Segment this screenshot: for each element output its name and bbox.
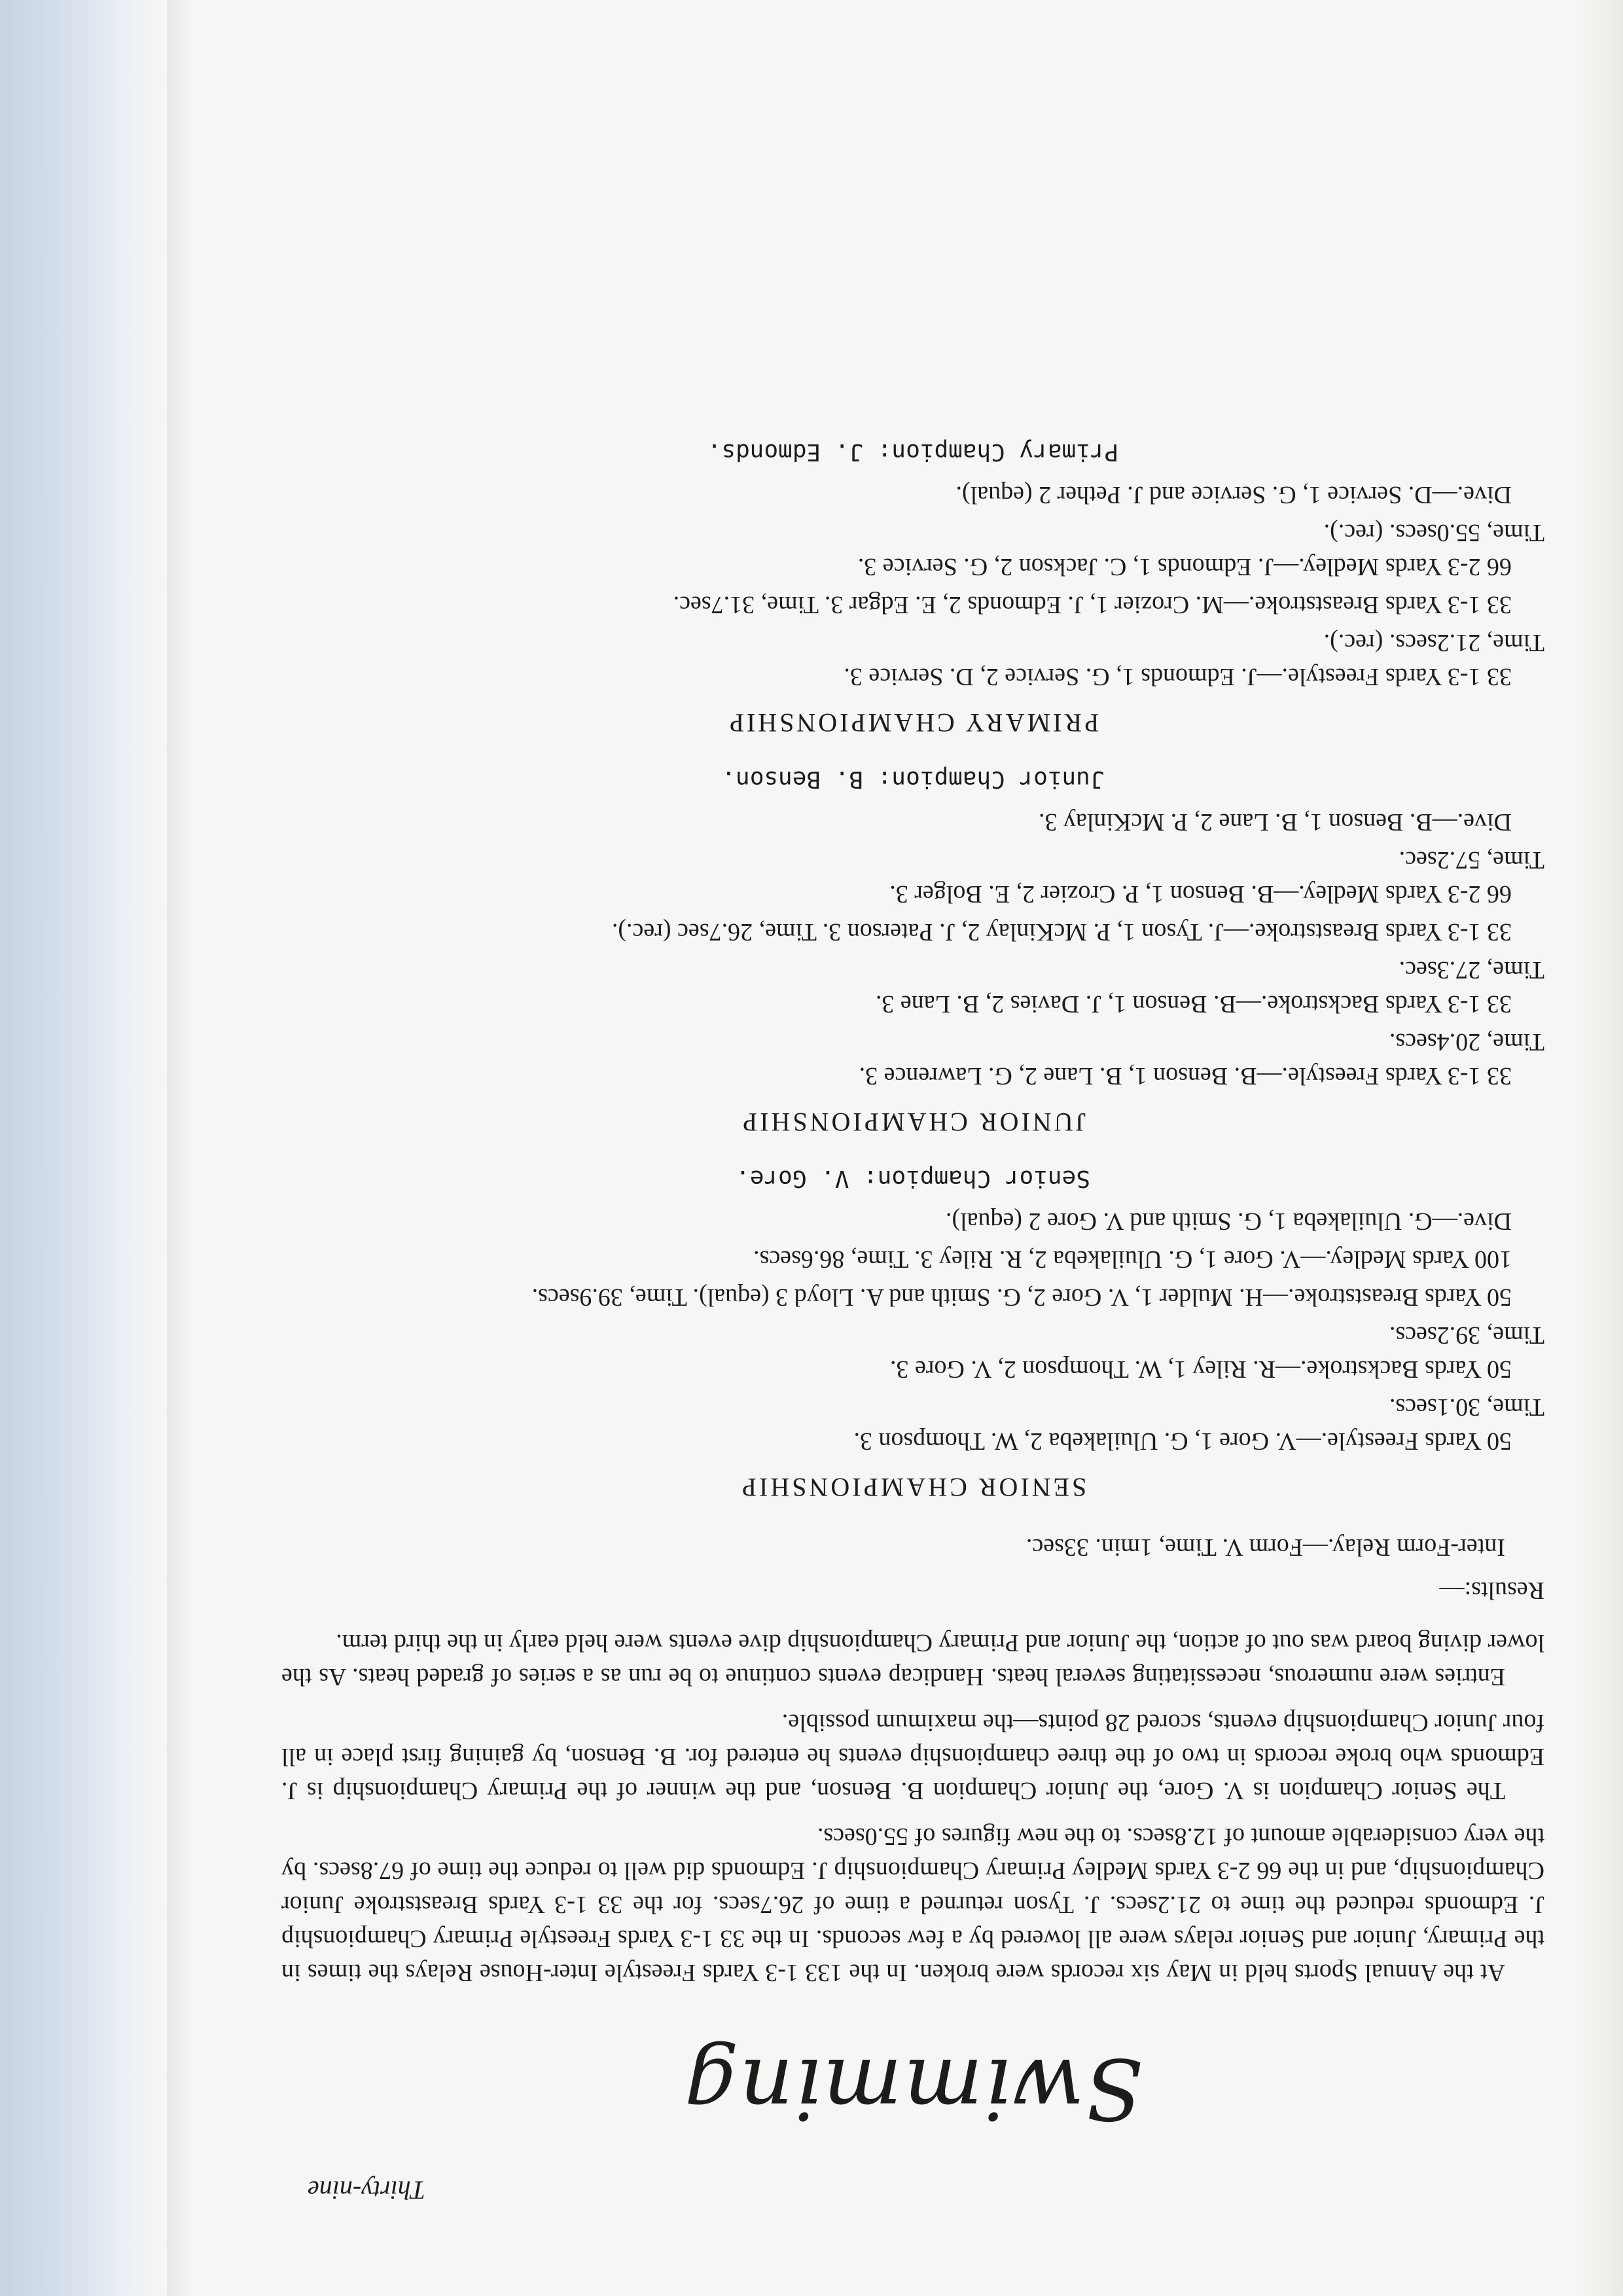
intro-paragraph: At the Annual Sports held in May six records were broken. In the 133 1-3 Yards Freestyle Inter-House Relays the times in the Primary, Junior and Senior relays were all lowered by a few seconds. In the 33 1-3 Yards Freestyle Primary Championship J. Edmonds reduced the time to 21.2secs. J. Tyson returned a time of 26.7secs. for the 33 1-3 Yards Breaststroke Junior Championship, and in the 66 2-3 Yards Medley Primary Championship J. Edmonds did well to reduce the time of 67.8secs. by the very considerable amount of 12.8secs. to the new figures of 55.0secs.: [281, 1823, 1544, 1986]
champion-line: Primary Champion: J. Edmonds.: [707, 439, 1119, 465]
event-result: [281, 915, 1544, 949]
event-time: Time, 27.3sec.: [1399, 956, 1544, 984]
event-name: 50 Yards Breaststroke.—H. Mulder 1, V. Gore 2, G. Smith and A. Lloyd 3 (equal). Time, 39.9secs.: [531, 1283, 1512, 1311]
event-result: [281, 1025, 1544, 1093]
page-edge: [1574, 0, 1623, 2296]
champion-line: Junior Champion: B. Benson.: [721, 766, 1105, 793]
event-result: [281, 626, 1544, 694]
senior-section: [281, 1161, 1544, 1504]
event-name: Dive.—B. Benson 1, B. Lane 2, P. McKinlay 3.: [1038, 808, 1512, 836]
relay-result: Inter-Form Relay.—Form V. Time, 1min. 33sec.: [1026, 1534, 1505, 1561]
event-time: Time, 55.0secs. (rec.).: [1323, 519, 1544, 547]
event-time: Time, 57.2sec.: [1399, 846, 1544, 874]
event-result: [281, 1390, 1544, 1458]
event-name: Dive.—D. Service 1, G. Service and J. Pether 2 (equal).: [955, 481, 1512, 509]
event-name: 100 Yards Medley.—V. Gore 1, G. Uluilakeba 2, R. Riley 3. Time, 86.6secs.: [753, 1246, 1512, 1273]
section-heading: SENIOR CHAMPIONSHIP: [739, 1473, 1087, 1502]
event-result: [281, 843, 1544, 911]
event-name: 66 2-3 Yards Medley.—B. Benson 1, P. Crozier 2, E. Bolger 3.: [889, 880, 1512, 908]
event-result: [281, 516, 1544, 584]
champion-line: Senior Champion: V. Gore.: [736, 1165, 1090, 1192]
event-result: [281, 1318, 1544, 1386]
event-name: 33 1-3 Yards Breaststroke.—J. Tyson 1, P. McKinlay 2, J. Paterson 3. Time, 26.7sec (rec.).: [611, 918, 1512, 946]
event-name: 33 1-3 Yards Freestyle.—J. Edmonds 1, G. Service 2, D. Service 3.: [844, 663, 1512, 691]
event-result: [281, 1242, 1544, 1276]
event-name: 33 1-3 Yards Breaststroke.—M. Crozier 1, J. Edmonds 2, E. Edgar 3. Time, 31.7sec.: [673, 591, 1512, 619]
section-heading: JUNIOR CHAMPIONSHIP: [740, 1107, 1086, 1137]
event-result: [281, 1280, 1544, 1314]
event-time: Time, 21.2secs. (rec.).: [1323, 629, 1544, 656]
intro-paragraph: Entries were numerous, necessitating several heats. Handicap events continue to be run as a series of graded heats. As the lower diving board was out of action, the Junior and Primary Championship dive events were held early in the third term.: [281, 1629, 1544, 1691]
event-name: 50 Yards Backstroke.—R. Riley 1, W. Thompson 2, V. Gore 3.: [889, 1355, 1512, 1383]
event-name: 66 2-3 Yards Medley.—J. Edmonds 1, C. Jackson 2, G. Service 3.: [857, 553, 1512, 581]
event-time: Time, 39.2secs.: [1389, 1321, 1544, 1349]
intro-paragraph: The Senior Champion is V. Gore, the Junior Champion B. Benson, and the winner of the Primary Championship is J. Edmonds who broke records in two of the three championship events he entered for. B. Benson, by gaining first place in all four Junior Championship events, scored 28 points—the maximum possible.: [281, 1709, 1544, 1804]
event-result: [281, 1204, 1544, 1238]
page-title: Swimming: [683, 2039, 1143, 2137]
page-gutter: [167, 0, 193, 2296]
junior-section: [281, 762, 1544, 1139]
event-result: [281, 805, 1544, 839]
event-time: Time, 20.4secs.: [1389, 1028, 1544, 1056]
event-name: Dive.—G. Uluilakeba 1, G. Smith and V. Gore 2 (equal).: [945, 1208, 1512, 1235]
primary-section: [281, 435, 1544, 740]
event-result: [281, 953, 1544, 1021]
results-label: Results:—: [1439, 1577, 1544, 1604]
event-name: 50 Yards Freestyle.—V. Gore 1, G. Uluilakeba 2, W. Thompson 3.: [853, 1427, 1512, 1455]
event-name: 33 1-3 Yards Backstroke.—B. Benson 1, J. Davies 2, B. Lane 3.: [875, 990, 1512, 1018]
event-result: [281, 588, 1544, 622]
page-number: Thirty-nine: [308, 2176, 425, 2205]
book-spine-shadow: [0, 0, 167, 2296]
event-result: [281, 478, 1544, 512]
event-time: Time, 30.1secs.: [1389, 1393, 1544, 1421]
event-name: 33 1-3 Yards Freestyle.—B. Benson 1, B. Lane 2, G. Lawrence 3.: [859, 1062, 1512, 1090]
section-heading: PRIMARY CHAMPIONSHIP: [726, 708, 1099, 738]
document-page: [281, 92, 1544, 2206]
